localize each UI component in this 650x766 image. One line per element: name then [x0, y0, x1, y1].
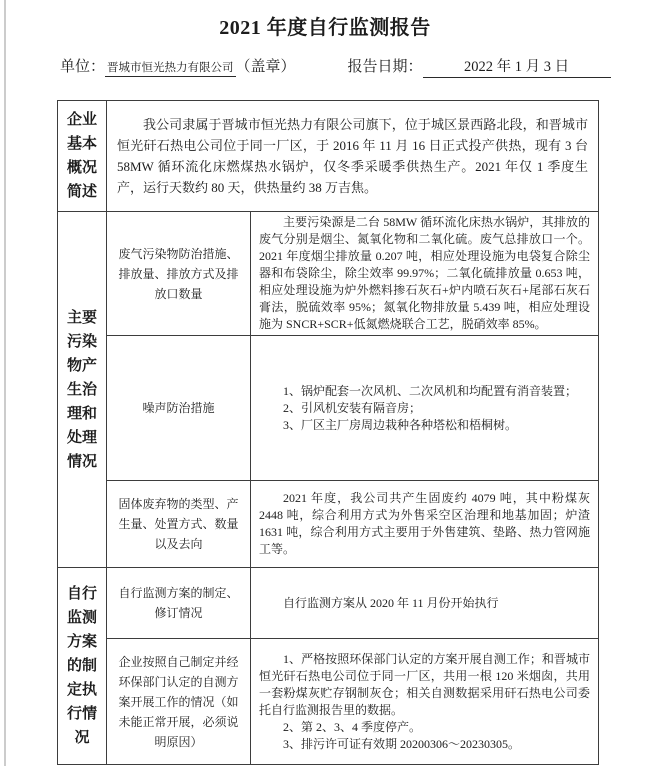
table-row-company-overview [58, 101, 599, 212]
report-table [57, 100, 599, 765]
paragraph: 2、引风机安装有隔音房； [283, 400, 422, 415]
paragraph: 2、第 2、3、4 季度停产。 [283, 719, 422, 734]
section-header-self-monitoring [58, 568, 107, 765]
table-row-solid-waste [58, 481, 599, 568]
seal-note: （盖章） [235, 59, 296, 75]
plan-revision-content [251, 568, 599, 639]
label-text: 自行监测方案的制定、修订情况 [118, 586, 239, 620]
solid-waste-label [107, 481, 251, 568]
section-header-company-overview [58, 101, 107, 212]
waste-gas-content [251, 212, 599, 336]
paragraph: 主要污染源是二台 58MW 循环流化床热水锅炉，其排放的废气分别是烟尘、氮氧化物和二氧化硫。废气总排放口一个。2021 年度烟尘排放量 0.207 吨，相应处理设施为电袋复合除尘器和布袋除尘，除尘效率 99.97%；二氧化硫排放量 0.653 吨，相应处理设施为炉外燃料掺石灰石+炉内喷石灰石+尾部石灰石膏法，脱硫效率 95%；氮氧化物排放量 5.439 吨，相应处理设施为 SNCR+SCR+低氮燃烧联合工艺，脱硝效率 85%。 [259, 215, 590, 331]
plan-execution-content [251, 639, 599, 765]
unit-label: 单位： [60, 59, 106, 75]
plan-revision-label [107, 568, 251, 639]
section-header-text: 自行监测方案的制定执行情况 [66, 586, 97, 746]
label-text: 企业按照自己制定并经环保部门认定的自测方案开展工作的情况（如未能正常开展，必须说明原因） [118, 654, 239, 749]
label-text: 噪声防治措施 [142, 401, 215, 415]
label-text: 废气污染物防治措施、排放量、排放方式及排放口数量 [118, 246, 239, 301]
paragraph: 1、锅炉配套一次风机、二次风机和均配置有消音装置； [283, 383, 578, 398]
paragraph: 自行监测方案从 2020 年 11 月份开始执行 [283, 595, 499, 610]
company-overview-content [107, 101, 599, 212]
noise-label [107, 336, 251, 481]
section-header-text: 主要污染物产生治理和处理情况 [66, 309, 97, 470]
paragraph: 1、严格按照环保部门认定的方案开展自测工作；和晋城市恒光矸石热电公司位于同一厂区，共用一根 120 米烟囱，共用一套粉煤灰贮存钢制灰仓；相关自测数据采用矸石热电公司委托自行监测报告里的数据。 [259, 651, 590, 717]
unit-name: 晋城市恒光热力有限公司 [105, 59, 236, 77]
report-date-label: 报告日期： [347, 59, 423, 75]
paragraph: 2021 年度，我公司共产生固废约 4079 吨，其中粉煤灰 2448 吨，综合利用方式为外售采空区治理和地基加固；炉渣 1631 吨，综合利用方式主要用于外售建筑、垫路、热力管网施工等。 [259, 491, 590, 556]
page-title: 2021 年度自行监测报告 [219, 17, 431, 39]
meta-row [60, 55, 650, 78]
table-row-plan-execution [58, 639, 599, 765]
table-row-noise [58, 336, 599, 481]
paragraph: 我公司隶属于晋城市恒光热力有限公司旗下，位于城区景西路北段，和晋城市恒光矸石热电公司位于同一厂区，于 2016 年 11 月 16 日正式投产供热，现有 3 台 58MW 循环流化床燃煤热水锅炉，仅冬季采暖季供热生产。2021 年仅 1 季度生产，运行天数约 80 天，供热量约 38 万吉焦。 [117, 117, 588, 195]
label-text: 固体废弃物的类型、产生量、处置方式、数量以及去向 [118, 497, 239, 551]
report-date-value: 2022 年 1 月 3 日 [423, 55, 611, 78]
table-row-waste-gas [58, 212, 599, 336]
table-row-plan-revision [58, 568, 599, 639]
noise-content [251, 336, 599, 481]
solid-waste-content [251, 481, 599, 568]
plan-execution-label [107, 639, 251, 765]
section-header-text: 企业基本概况简述 [66, 112, 97, 200]
paragraph: 3、厂区主厂房周边栽种各种塔松和梧桐树。 [283, 417, 518, 432]
section-header-pollution-treatment [58, 212, 107, 568]
waste-gas-label [107, 212, 251, 336]
page-scan-edge [4, 0, 6, 766]
paragraph: 3、排污许可证有效期 20200306～20230305。 [283, 736, 521, 751]
